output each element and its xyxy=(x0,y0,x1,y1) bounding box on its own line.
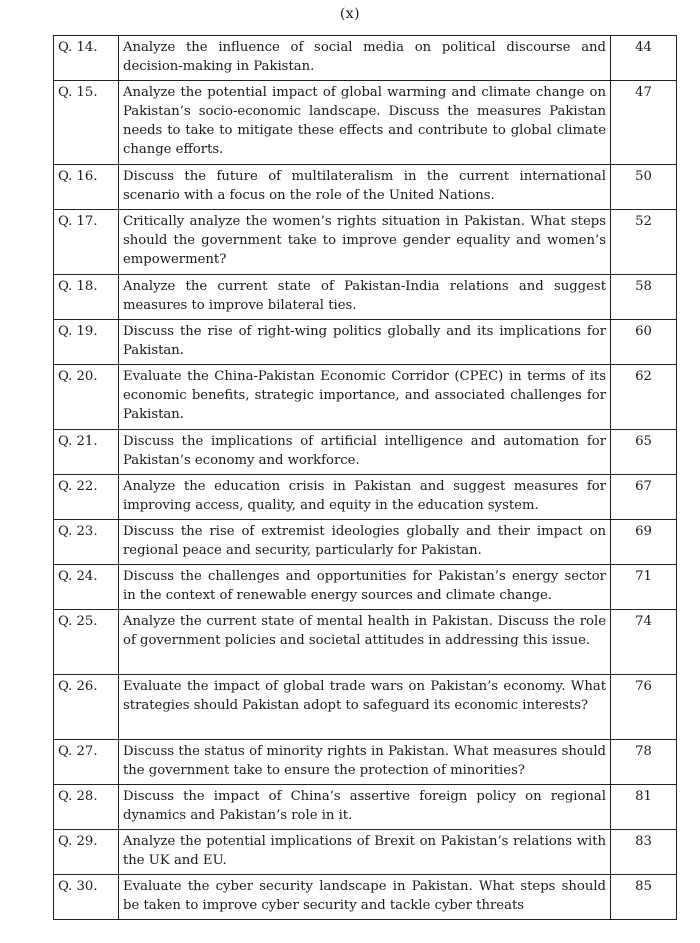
question-number: Q. 18. xyxy=(54,275,119,320)
table-row xyxy=(54,365,677,430)
question-text: Evaluate the China-Pakistan Economic Corridor (CPEC) in terms of its economic benefits, strategic importance, and associated challenges for Pakistan. xyxy=(119,365,611,430)
question-number: Q. 23. xyxy=(54,520,119,565)
table-row xyxy=(54,675,677,740)
page-ref: 74 xyxy=(611,610,677,675)
table-row xyxy=(54,520,677,565)
page-ref: 50 xyxy=(611,165,677,210)
question-text: Analyze the current state of mental health in Pakistan. Discuss the role of government policies and societal attitudes in addressing this issue. xyxy=(119,610,611,675)
table-row xyxy=(54,81,677,165)
question-number: Q. 30. xyxy=(54,875,119,920)
question-number: Q. 27. xyxy=(54,740,119,785)
question-text: Analyze the current state of Pakistan-India relations and suggest measures to improve bilateral ties. xyxy=(119,275,611,320)
question-number: Q. 22. xyxy=(54,475,119,520)
question-number: Q. 24. xyxy=(54,565,119,610)
page-ref: 67 xyxy=(611,475,677,520)
question-text: Evaluate the cyber security landscape in Pakistan. What steps should be taken to improve cyber security and tackle cyber threats xyxy=(119,875,611,920)
table-row xyxy=(54,36,677,81)
question-text: Analyze the education crisis in Pakistan and suggest measures for improving access, quality, and equity in the education system. xyxy=(119,475,611,520)
page-ref: 71 xyxy=(611,565,677,610)
contents-table xyxy=(53,35,677,920)
page-ref: 76 xyxy=(611,675,677,740)
table-row xyxy=(54,320,677,365)
page-ref: 58 xyxy=(611,275,677,320)
page-ref: 69 xyxy=(611,520,677,565)
question-number: Q. 20. xyxy=(54,365,119,430)
question-number: Q. 17. xyxy=(54,210,119,275)
question-number: Q. 15. xyxy=(54,81,119,165)
table-row xyxy=(54,785,677,830)
table-row xyxy=(54,430,677,475)
question-number: Q. 21. xyxy=(54,430,119,475)
question-number: Q. 25. xyxy=(54,610,119,675)
question-text: Analyze the potential impact of global warming and climate change on Pakistan’s socio-economic landscape. Discuss the measures Pakistan needs to take to mitigate these effects and contribute to global climate change efforts. xyxy=(119,81,611,165)
page-ref: 78 xyxy=(611,740,677,785)
question-number: Q. 19. xyxy=(54,320,119,365)
question-text: Evaluate the impact of global trade wars on Pakistan’s economy. What strategies should Pakistan adopt to safeguard its economic interests? xyxy=(119,675,611,740)
question-text: Discuss the future of multilateralism in the current international scenario with a focus on the role of the United Nations. xyxy=(119,165,611,210)
table-row xyxy=(54,210,677,275)
table-row xyxy=(54,875,677,920)
question-text: Analyze the potential implications of Brexit on Pakistan’s relations with the UK and EU. xyxy=(119,830,611,875)
question-number: Q. 29. xyxy=(54,830,119,875)
question-text: Discuss the status of minority rights in Pakistan. What measures should the government take to ensure the protection of minorities? xyxy=(119,740,611,785)
page-ref: 60 xyxy=(611,320,677,365)
question-text: Discuss the rise of extremist ideologies globally and their impact on regional peace and security, particularly for Pakistan. xyxy=(119,520,611,565)
table-row xyxy=(54,165,677,210)
table-row xyxy=(54,275,677,320)
table-row xyxy=(54,565,677,610)
question-text: Discuss the challenges and opportunities for Pakistan’s energy sector in the context of renewable energy sources and climate change. xyxy=(119,565,611,610)
page-ref: 83 xyxy=(611,830,677,875)
page-ref: 47 xyxy=(611,81,677,165)
page-ref: 44 xyxy=(611,36,677,81)
table-row xyxy=(54,475,677,520)
question-text: Discuss the implications of artificial intelligence and automation for Pakistan’s economy and workforce. xyxy=(119,430,611,475)
page-number: (x) xyxy=(339,6,361,22)
question-text: Analyze the influence of social media on political discourse and decision-making in Pakistan. xyxy=(119,36,611,81)
table-row xyxy=(54,610,677,675)
page-ref: 52 xyxy=(611,210,677,275)
page-ref: 85 xyxy=(611,875,677,920)
question-number: Q. 16. xyxy=(54,165,119,210)
page-ref: 81 xyxy=(611,785,677,830)
page-ref: 65 xyxy=(611,430,677,475)
question-text: Critically analyze the women’s rights situation in Pakistan. What steps should the government take to improve gender equality and women’s empowerment? xyxy=(119,210,611,275)
question-number: Q. 14. xyxy=(54,36,119,81)
question-text: Discuss the impact of China’s assertive foreign policy on regional dynamics and Pakistan’s role in it. xyxy=(119,785,611,830)
table-row xyxy=(54,830,677,875)
question-text: Discuss the rise of right-wing politics globally and its implications for Pakistan. xyxy=(119,320,611,365)
table-row xyxy=(54,740,677,785)
page-ref: 62 xyxy=(611,365,677,430)
question-number: Q. 28. xyxy=(54,785,119,830)
question-number: Q. 26. xyxy=(54,675,119,740)
